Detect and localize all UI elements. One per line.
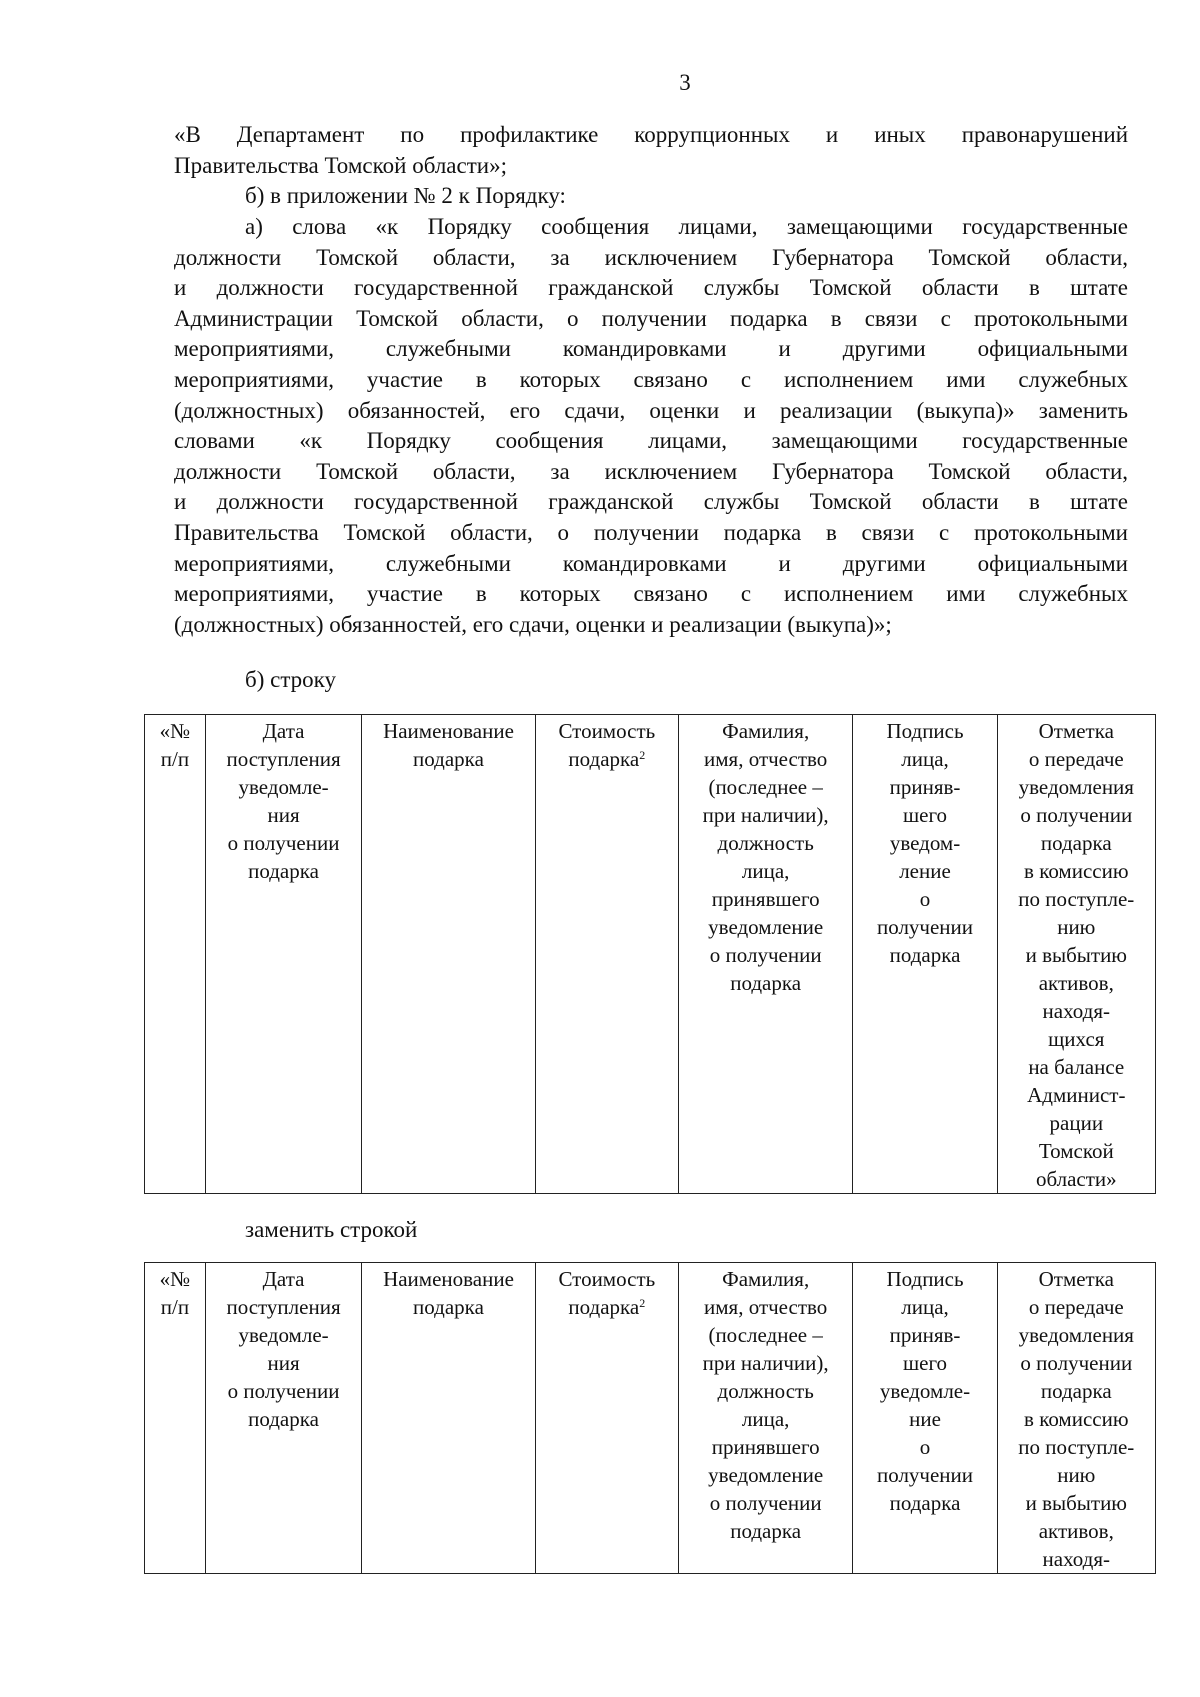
- cell-text: [682, 745, 850, 773]
- cell-text: [682, 1405, 850, 1433]
- cell-text-value: Дата: [262, 1267, 305, 1291]
- cell-text-value: о получении: [709, 1491, 822, 1515]
- col-gift-name-cell: [362, 1263, 536, 1574]
- cell-text-value: поступления: [226, 747, 341, 771]
- cell-text-value: при наличии),: [702, 1351, 829, 1375]
- cell-text: [856, 1293, 993, 1321]
- cell-text: [682, 1433, 850, 1461]
- cell-text-value: «№: [159, 719, 191, 743]
- cell-text: [1001, 801, 1152, 829]
- cell-text: [856, 745, 993, 773]
- cell-text: [148, 717, 202, 745]
- cell-text-value: Томской: [1038, 1139, 1114, 1163]
- col-recipient-name-cell: [678, 1263, 853, 1574]
- cell-text: [1001, 773, 1152, 801]
- cell-text-value: Фамилия,: [722, 1267, 810, 1291]
- cell-text: [682, 941, 850, 969]
- text-line: должности Томской области, за исключением Губернатора Томской области,: [174, 244, 1128, 270]
- gift-table-old: [144, 714, 1156, 1194]
- cell-text: [1001, 1293, 1152, 1321]
- cell-text-value: лица,: [741, 859, 790, 883]
- cell-text-value: получении: [876, 915, 974, 939]
- cell-text-value: Наименование: [383, 719, 514, 743]
- cell-text: [1001, 1461, 1152, 1489]
- cell-text-value: имя, отчество: [704, 747, 828, 771]
- cell-text-value: уведом-: [889, 831, 961, 855]
- cell-text-value: нию: [1057, 915, 1096, 939]
- cell-text-value: Подпись: [886, 719, 964, 743]
- cell-text: [209, 1377, 358, 1405]
- cell-text: [209, 1265, 358, 1293]
- text-line: мероприятиями, служебными командировками и другими официальными: [174, 336, 1128, 362]
- footnote-mark: 2: [639, 1296, 646, 1310]
- cell-text-value: о получении: [227, 831, 340, 855]
- cell-text-value: о: [919, 1435, 931, 1459]
- cell-text-value: активов,: [1038, 1519, 1114, 1543]
- col-transfer-mark-cell: [997, 715, 1155, 1194]
- text-line: Правительства Томской области»;: [174, 152, 507, 178]
- col-gift-name-cell: [362, 715, 536, 1194]
- cell-text: [1001, 997, 1152, 1025]
- cell-text-value: подарка: [568, 1295, 640, 1319]
- page-number: 3: [679, 70, 691, 95]
- cell-text-value: должность: [717, 831, 814, 855]
- cell-text-value: подарка: [413, 747, 484, 771]
- cell-text-value: Админист-: [1027, 1083, 1126, 1107]
- cell-text-value: подарка: [889, 1491, 961, 1515]
- text-line: и должности государственной гражданской службы Томской области в штате: [174, 275, 1128, 301]
- cell-text-value: (последнее –: [708, 775, 823, 799]
- cell-text-value: шего: [902, 1351, 948, 1375]
- col-recipient-name-cell: [678, 715, 853, 1194]
- cell-text: [1001, 1265, 1152, 1293]
- cell-text-value: рации: [1049, 1111, 1104, 1135]
- text-line: а) слова «к Порядку сообщения лицами, замещающими государственные: [245, 214, 1128, 239]
- cell-text: [1001, 913, 1152, 941]
- cell-text-value: подарка: [730, 971, 802, 995]
- cell-text: [1001, 1081, 1152, 1109]
- cell-text-value: и выбытию: [1025, 943, 1127, 967]
- replace-label: заменить строкой: [245, 1217, 418, 1242]
- cell-text-value: приняв-: [889, 775, 961, 799]
- cell-text: [1001, 1321, 1152, 1349]
- cell-text-value: области»: [1035, 1167, 1117, 1191]
- cell-text: [209, 717, 358, 745]
- cell-text-value: нию: [1057, 1463, 1096, 1487]
- cell-text: [209, 829, 358, 857]
- cell-text: [682, 717, 850, 745]
- cell-text: [856, 1405, 993, 1433]
- cell-text: [682, 829, 850, 857]
- footnote-mark: 2: [639, 748, 646, 762]
- cell-text: [682, 913, 850, 941]
- item-b-heading: б) в приложении № 2 к Порядку:: [245, 183, 566, 209]
- cell-text: [682, 885, 850, 913]
- cell-text-value: находя-: [1042, 999, 1111, 1023]
- col-transfer-mark-cell: [997, 1263, 1155, 1574]
- cell-text-value: о получении: [1020, 803, 1133, 827]
- cell-text: [682, 857, 850, 885]
- cell-text: [682, 1321, 850, 1349]
- cell-text-value: подарка: [1040, 1379, 1112, 1403]
- cell-text-value: Отметка: [1038, 1267, 1114, 1291]
- cell-text: [148, 1265, 202, 1293]
- cell-text: [856, 1349, 993, 1377]
- col-value-cell: [535, 1263, 678, 1574]
- text-line: «В Департамент по профилактике коррупционных и иных правонарушений: [174, 122, 1128, 147]
- cell-text: [1001, 1377, 1152, 1405]
- cell-text: [539, 717, 675, 745]
- cell-text-value: уведомле-: [238, 1323, 329, 1347]
- cell-text-value: лица,: [901, 1295, 949, 1319]
- intro-paragraph: [174, 120, 1128, 212]
- cell-text: [365, 745, 532, 773]
- cell-text: [856, 1377, 993, 1405]
- cell-text: [1001, 1137, 1152, 1165]
- cell-text: [365, 1265, 532, 1293]
- cell-text-value: шего: [902, 803, 948, 827]
- cell-text-value: ния: [267, 1351, 300, 1375]
- cell-text-value: лица,: [901, 747, 949, 771]
- cell-text-value: имя, отчество: [704, 1295, 828, 1319]
- cell-text-value: подарка: [730, 1519, 802, 1543]
- cell-text: [148, 1293, 202, 1321]
- cell-text-value: уведомление: [708, 1463, 824, 1487]
- col-number-cell: [145, 715, 206, 1194]
- cell-text: [1001, 1433, 1152, 1461]
- text-line: Администрации Томской области, о получении подарка в связи с протокольными: [174, 305, 1128, 331]
- cell-text: [682, 1349, 850, 1377]
- cell-text-value: о: [919, 887, 931, 911]
- cell-text: [856, 717, 993, 745]
- cell-text-value: подарка: [248, 859, 319, 883]
- cell-text: [856, 941, 993, 969]
- cell-text: [209, 1405, 358, 1433]
- cell-text-value: в комиссию: [1024, 859, 1129, 883]
- cell-text-value: ние: [909, 1407, 941, 1431]
- cell-text: [1001, 1109, 1152, 1137]
- cell-text: [1001, 941, 1152, 969]
- cell-text-value: уведомле-: [879, 1379, 971, 1403]
- cell-text-value: принявшего: [711, 1435, 820, 1459]
- cell-text: [209, 745, 358, 773]
- cell-text: [1001, 1025, 1152, 1053]
- cell-text: [682, 801, 850, 829]
- cell-text-value: подарка: [889, 943, 961, 967]
- table-row: [145, 1263, 1156, 1574]
- cell-text: [209, 1349, 358, 1377]
- cell-text: [1001, 1545, 1152, 1573]
- cell-text-value: при наличии),: [702, 803, 829, 827]
- cell-text: [682, 1265, 850, 1293]
- cell-text-value: Стоимость: [558, 719, 656, 743]
- cell-text-value: активов,: [1038, 971, 1114, 995]
- cell-text: [1001, 1165, 1152, 1193]
- cell-text: [209, 773, 358, 801]
- cell-text-value: Фамилия,: [722, 719, 810, 743]
- cell-text-value: о получении: [227, 1379, 340, 1403]
- text-line: (должностных) обязанностей, его сдачи, оценки и реализации (выкупа)» заменить: [174, 397, 1128, 423]
- cell-text: [856, 829, 993, 857]
- cell-text: [856, 885, 993, 913]
- cell-text-value: приняв-: [889, 1323, 961, 1347]
- cell-text-value: щихся: [1048, 1027, 1105, 1051]
- cell-text: [1001, 717, 1152, 745]
- cell-text-value: подарка: [568, 747, 640, 771]
- cell-text: [539, 745, 675, 773]
- cell-text: [856, 801, 993, 829]
- col-date-cell: [205, 1263, 361, 1574]
- cell-text-value: (последнее –: [708, 1323, 823, 1347]
- cell-text: [1001, 1405, 1152, 1433]
- col-value-cell: [535, 715, 678, 1194]
- cell-text-value: подарка: [248, 1407, 319, 1431]
- col-signature-cell: [853, 1263, 997, 1574]
- cell-text: [856, 1265, 993, 1293]
- cell-text: [856, 1321, 993, 1349]
- cell-text-value: уведомления: [1018, 775, 1134, 799]
- cell-text-value: уведомление: [708, 915, 824, 939]
- text-line: (должностных) обязанностей, его сдачи, оценки и реализации (выкупа)»;: [174, 611, 892, 637]
- cell-text-value: в комиссию: [1024, 1407, 1129, 1431]
- cell-text: [148, 745, 202, 773]
- cell-text: [209, 1321, 358, 1349]
- col-date-cell: [205, 715, 361, 1194]
- text-line: мероприятиями, служебными командировками и другими официальными: [174, 550, 1128, 576]
- text-line: должности Томской области, за исключением Губернатора Томской области,: [174, 458, 1128, 484]
- cell-text: [682, 969, 850, 997]
- cell-text: [856, 913, 993, 941]
- cell-text: [539, 1293, 675, 1321]
- item-a-paragraph: [174, 212, 1128, 640]
- cell-text: [682, 1489, 850, 1517]
- cell-text: [682, 773, 850, 801]
- cell-text: [365, 717, 532, 745]
- cell-text-value: Отметка: [1038, 719, 1114, 743]
- cell-text-value: уведомле-: [238, 775, 329, 799]
- cell-text: [1001, 1349, 1152, 1377]
- cell-text: [856, 1461, 993, 1489]
- cell-text-value: поступления: [226, 1295, 341, 1319]
- text-line: Правительства Томской области, о получении подарка в связи с протокольными: [174, 519, 1128, 545]
- cell-text: [856, 1489, 993, 1517]
- cell-text-value: по поступле-: [1018, 887, 1135, 911]
- cell-text: [682, 1377, 850, 1405]
- cell-text: [856, 773, 993, 801]
- cell-text-value: принявшего: [711, 887, 820, 911]
- cell-text-value: п/п: [160, 1295, 190, 1319]
- cell-text-value: Подпись: [886, 1267, 964, 1291]
- cell-text: [1001, 1517, 1152, 1545]
- cell-text-value: ния: [267, 803, 300, 827]
- cell-text-value: п/п: [160, 747, 190, 771]
- cell-text: [682, 1293, 850, 1321]
- cell-text-value: Наименование: [383, 1267, 514, 1291]
- cell-text: [1001, 1053, 1152, 1081]
- col-signature-cell: [853, 715, 997, 1194]
- cell-text: [1001, 857, 1152, 885]
- col-number-cell: [145, 1263, 206, 1574]
- cell-text-value: о получении: [709, 943, 822, 967]
- cell-text-value: Стоимость: [558, 1267, 656, 1291]
- cell-text-value: должность: [717, 1379, 814, 1403]
- text-line: и должности государственной гражданской службы Томской области в штате: [174, 489, 1128, 515]
- cell-text-value: уведомления: [1018, 1323, 1134, 1347]
- cell-text: [1001, 885, 1152, 913]
- cell-text-value: и выбытию: [1025, 1491, 1127, 1515]
- text-line: мероприятиями, участие в которых связано с исполнением ими служебных: [174, 581, 1128, 607]
- cell-text-value: на балансе: [1028, 1055, 1125, 1079]
- cell-text-value: подарка: [413, 1295, 484, 1319]
- row-label: б) строку: [245, 667, 337, 692]
- cell-text-value: о получении: [1020, 1351, 1133, 1375]
- cell-text: [209, 857, 358, 885]
- cell-text-value: находя-: [1042, 1547, 1111, 1571]
- cell-text: [209, 1293, 358, 1321]
- cell-text-value: лица,: [741, 1407, 790, 1431]
- cell-text: [1001, 829, 1152, 857]
- cell-text: [1001, 969, 1152, 997]
- cell-text-value: получении: [876, 1463, 974, 1487]
- text-line: мероприятиями, участие в которых связано с исполнением ими служебных: [174, 366, 1128, 392]
- cell-text: [209, 801, 358, 829]
- cell-text-value: ление: [899, 859, 951, 883]
- gift-table-new: [144, 1262, 1156, 1574]
- table-row: [145, 715, 1156, 1194]
- cell-text-value: Дата: [262, 719, 305, 743]
- cell-text: [856, 1433, 993, 1461]
- cell-text-value: по поступле-: [1018, 1435, 1135, 1459]
- text-line: словами «к Порядку сообщения лицами, замещающими государственные: [174, 428, 1128, 454]
- cell-text: [365, 1293, 532, 1321]
- cell-text: [1001, 1489, 1152, 1517]
- cell-text-value: «№: [159, 1267, 191, 1291]
- cell-text-value: подарка: [1040, 831, 1112, 855]
- cell-text: [682, 1517, 850, 1545]
- cell-text-value: о передаче: [1028, 1295, 1124, 1319]
- cell-text: [539, 1265, 675, 1293]
- cell-text: [856, 857, 993, 885]
- cell-text: [682, 1461, 850, 1489]
- cell-text-value: о передаче: [1028, 747, 1124, 771]
- cell-text: [1001, 745, 1152, 773]
